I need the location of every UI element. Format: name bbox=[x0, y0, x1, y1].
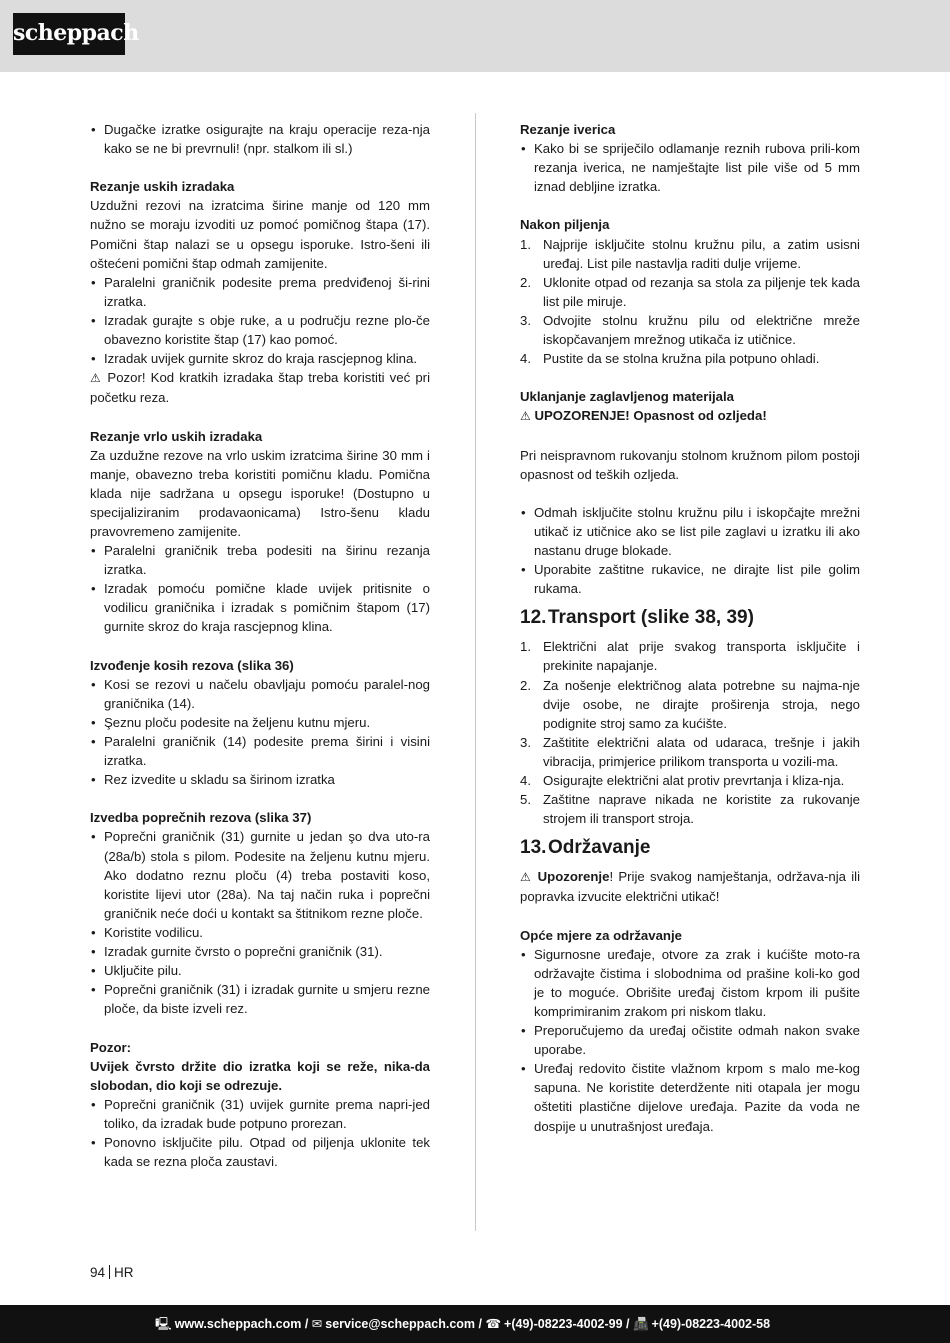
paragraph: Uzdužni rezovi na izratcima širine manje od 120 mm nužno se moraju izvoditi uz pomoć pomičnog štapa (17). Pomični štap nalazi se u opsegu isporuke. Istro-šeni ili oštećeni pomični štap odmah zamijenite. bbox=[90, 198, 430, 271]
website-link[interactable]: www.scheppach.com / bbox=[174, 1317, 309, 1331]
list-item: 2. Uklonite otpad od rezanja sa stola za piljenje tek kada list pile miruje. bbox=[520, 274, 860, 309]
paragraph: Za uzdužne rezove na vrlo uskim izratcima širine 30 mm i manje, obavezno treba koristiti pomičnu kladu. Pomična klada nije sadržana u opsegu isporuke! (Dostupno u specijaliziranim prodavaonicama) Istro-šenu kladu pravovremeno zamijenite. bbox=[90, 447, 430, 539]
section-title-after: Nakon piljenja bbox=[520, 217, 610, 233]
very-narrow-list bbox=[90, 541, 430, 636]
right-column bbox=[520, 120, 860, 1136]
list-item: 5. Zaštitne naprave nikada ne koristite za rukovanje strojem ili transport stroja. bbox=[520, 792, 860, 827]
intro-list bbox=[90, 120, 430, 158]
list-item: • Sigurnosne uređaje, otvore za zrak i kućište moto-ra održavajte čistima i slobodnima od prašine koli-ko god je to moguće. Obrišite uređaj čistom krpom ili pušite komprimiranim zrakom pri niskom tlaku. bbox=[521, 946, 860, 1019]
fax-icon: 📠 bbox=[632, 1317, 649, 1331]
list-item: • Kako bi se spriječilo odlamanje reznih rubova prili-kom rezanja iverica, ne namještajte list pile više od 5 mm iznad debljine izratka. bbox=[521, 141, 860, 195]
caution-text: Uvijek čvrsto držite dio izratka koji se reže, nika-da slobodan, dio koji se odrezuje. bbox=[90, 1058, 430, 1093]
section-title-very-narrow: Rezanje vrlo uskih izradaka bbox=[90, 428, 263, 444]
warning-icon: ⚠ bbox=[520, 870, 533, 885]
list-item: • Şeznu ploču podesite na željenu kutnu mjeru. bbox=[91, 714, 371, 730]
list-item: • Odmah isključite stolnu kružnu pilu i iskopčajte mrežni utikač iz utičnice ako se list pile zaglavi u izratku ili ako nastanu druge blokade. bbox=[521, 504, 860, 559]
list-item: • Preporučujemo da uređaj očistite odmah nakon svake uporabe. bbox=[521, 1023, 860, 1058]
list-item: 1. Električni alat prije svakog transporta isključite i prekinite napajanje. bbox=[520, 639, 860, 674]
list-item: 4. Pustite da se stolna kružna pila potpuno ohladi. bbox=[520, 351, 820, 367]
list-item: • Rez izvedite u skladu sa širinom izratka bbox=[91, 772, 335, 788]
section-title-bevel: Izvođenje kosih rezova (slika 36) bbox=[90, 657, 294, 673]
section-title-narrow: Rezanje uskih izradaka bbox=[90, 179, 235, 195]
list-item: • Ponovno isključite pilu. Otpad od piljenja uklonite tek kada se rezna ploča zaustavi. bbox=[91, 1134, 430, 1170]
list-item: 3. Odvojite stolnu kružnu pilu od električne mreže iskopčavanjem mrežnog utikača iz utičnice. bbox=[520, 312, 860, 348]
mail-icon: ✉ bbox=[311, 1317, 323, 1331]
warning-note: ⚠ Pozor! Kod kratkih izradaka štap treba koristiti već pri početku reza. bbox=[90, 370, 431, 406]
list-item: • Poprečni graničnik (31) i izradak gurnite u smjeru rezne ploče, da biste izveli rez. bbox=[91, 982, 430, 1017]
list-item: • Koristite vodilicu. bbox=[91, 924, 203, 940]
list-item: 3. Zaštitite električni alata od udaraca, trešnje i jakih vibracija, primjerice prilikom transporta u vozili-ma. bbox=[520, 734, 860, 769]
fax-number: +(49)-08223-4002-58 bbox=[651, 1317, 771, 1331]
web-icon: 🖳 bbox=[155, 1317, 172, 1331]
page-footer bbox=[0, 1305, 950, 1343]
list-item: • Poprečni graničnik (31) uvijek gurnite prema napri-jed toliko, da izradak bude potpuno prorezan. bbox=[91, 1096, 430, 1131]
column-divider bbox=[475, 113, 476, 1231]
transport-list bbox=[520, 637, 860, 828]
list-item: • Izradak uvijek gurnite skroz do kraja rascjepnog klina. bbox=[91, 351, 417, 367]
chapter-title-transport: 12.Transport (slike 38, 39) bbox=[520, 607, 754, 629]
phone-icon: ☎ bbox=[485, 1317, 502, 1331]
maintenance-list bbox=[520, 945, 860, 1136]
list-item: 2. Za nošenje električnog alata potrebne su najma-nje dvije osobe, ne dirajte proširenja stroja, nego podignite stroj samo za kućište. bbox=[520, 677, 860, 731]
warning-icon: ⚠ bbox=[520, 409, 531, 424]
chapter-title-maintenance: 13.Održavanje bbox=[520, 837, 651, 859]
page-header bbox=[0, 0, 950, 72]
narrow-list bbox=[90, 273, 430, 368]
list-item: • Paralelni graničnik podesite prema predviđenoj ši-rini izratka. bbox=[91, 274, 430, 309]
list-item: • Dugačke izratke osigurajte na kraju operacije reza-nja kako se ne bi prevrnuli! (npr. stalkom ili sl.) bbox=[91, 122, 430, 157]
list-item: • Poprečni graničnik (31) gurnite u jedan şo dva uto-ra (28a/b) stola s pilom. Podesite na željenu kutnu mjeru. Ako dodatno reznu ploču (4) treba postaviti koso, koristite lijevi utor (28a). Na taj način ruka i poprečni graničnik neće doći u kontakt sa štitnikom rezne ploče. bbox=[91, 829, 430, 921]
list-item: • Izradak gurajte s obje ruke, a u području rezne plo-če obavezno koristite štap (17) kao pomoć. bbox=[91, 312, 430, 348]
section-title-chipboard: Rezanje iverica bbox=[520, 122, 616, 137]
list-item: • Uređaj redovito čistite vlažnom krpom s malo me-kog sapuna. Ne koristite deterdžente niti otapala jer mogu oštetiti plastične dijelove uređaja. Pazite da voda ne dospije u unutrašnjost uređaja. bbox=[521, 1061, 860, 1134]
list-item: • Izradak gurnite čvrsto o poprečni graničnik (31). bbox=[91, 944, 383, 960]
list-item: • Uključite pilu. bbox=[91, 963, 182, 979]
section-title-caution: Pozor: bbox=[90, 1039, 132, 1055]
list-item: • Izradak pomoću pomične klade uvijek pritisnite o vodilicu graničnika i izradak s pomičnim štapom (17) gurnite skroz do kraja rascjepnog klina. bbox=[91, 581, 430, 635]
warning-icon: ⚠ bbox=[90, 371, 103, 386]
bevel-list bbox=[90, 675, 430, 790]
email-link[interactable]: service@scheppach.com / bbox=[325, 1317, 482, 1331]
section-title-general: Opće mjere za održavanje bbox=[520, 927, 682, 943]
section-title-cross: Izvedba poprečnih rezova (slika 37) bbox=[90, 810, 312, 826]
list-item: • Paralelni graničnik (14) podesite prema širini i visini izratka. bbox=[91, 734, 430, 769]
paragraph: Pri neispravnom rukovanju stolnom kružnom pilom postoji opasnost od teških ozljeda. bbox=[520, 447, 860, 482]
after-list bbox=[520, 235, 860, 369]
list-item: 4. Osigurajte električni alat protiv prevrtanja i kliza-nja. bbox=[520, 773, 845, 788]
phone-number: +(49)-08223-4002-99 / bbox=[504, 1317, 630, 1331]
list-item: • Uporabite zaštitne rukavice, ne dirajte list pile golim rukama. bbox=[521, 562, 860, 597]
scheppach-logo: scheppach bbox=[13, 13, 125, 55]
page-number: 94 HR bbox=[90, 1265, 134, 1280]
warning-heading: ⚠ UPOZORENJE! Opasnost od ozljeda! bbox=[520, 408, 767, 424]
list-item: • Paralelni graničnik treba podesiti na širinu rezanja izratka. bbox=[91, 543, 430, 578]
list-item: 1. Najprije isključite stolnu kružnu pilu, a zatim usisni uređaj. List pile nastavlja raditi dulje vrijeme. bbox=[520, 236, 860, 271]
maintenance-warning: ⚠ Upozorenje! Prije svakog namještanja, održava-nja ili popravka izvucite električni utikač! bbox=[520, 869, 861, 905]
left-column bbox=[90, 120, 430, 1171]
caution-list bbox=[90, 1095, 430, 1171]
jam-list bbox=[520, 503, 860, 598]
section-title-jam: Uklanjanje zaglavljenog materijala bbox=[520, 389, 735, 405]
list-item: • Kosi se rezovi u načelu obavljaju pomoću paralel-nog graničnika (14). bbox=[91, 676, 430, 711]
chipboard-list bbox=[520, 139, 860, 196]
cross-list bbox=[90, 827, 430, 1018]
